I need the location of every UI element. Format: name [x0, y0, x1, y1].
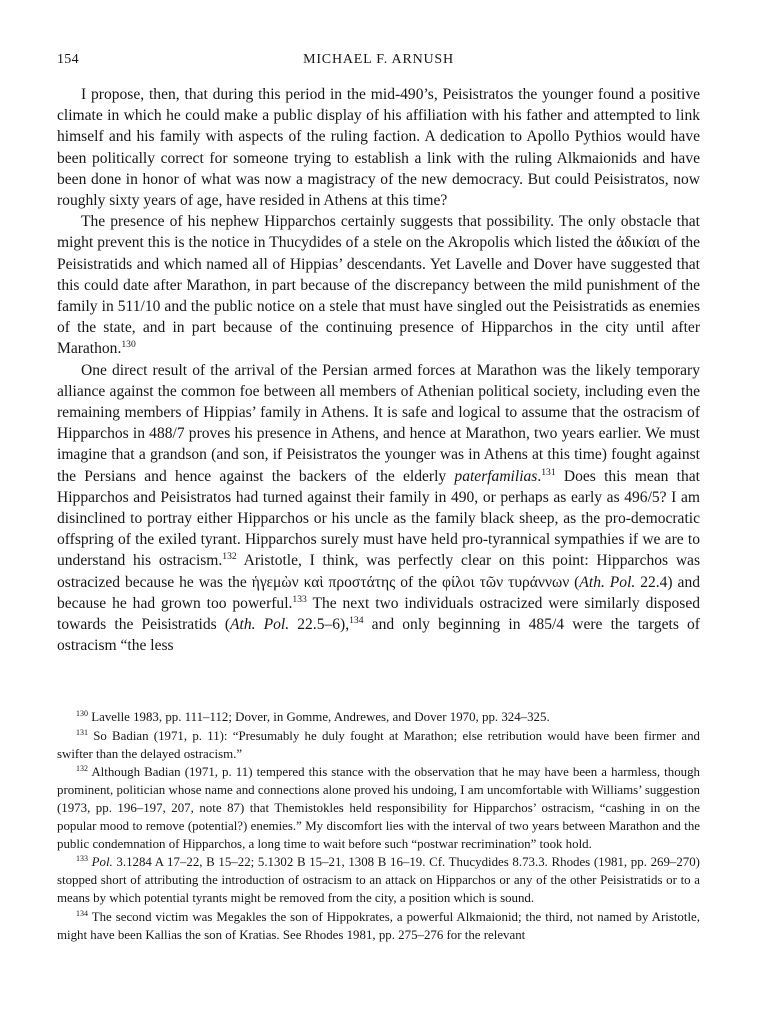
page — [57, 50, 701, 942]
footnote-ref: 131 — [541, 466, 556, 478]
footnote: $^{133}$ Pol. 3.1284 A 17–22, B 15–22; 5.1302 B 15–21, 1308 B 16–19. Cf. Thucydides 8.73.3. Rhodes (1981, pp. 269–270) stopped short of attributing the introduction of ostracism to an attack on Hipparchos or any of the other Peisistratids or to a means by which potential tyrants might be removed from the city, a position which is sound. — [57, 854, 700, 905]
footnote-ref: 134 — [349, 615, 364, 627]
page-header — [57, 50, 700, 74]
footnote-number: 130 — [76, 709, 88, 719]
body-text — [57, 84, 700, 656]
footnote-number: 133 — [76, 854, 88, 864]
paragraph: One direct result of the arrival of the Persian armed forces at Marathon was the likely temporary alliance against the common foe between all members of Athenian political society, including even the remaining members of Hippias’ family in Athens. It is safe and logical to assume that the ostracism of Hipparchos in 488/7 proves his presence in Athens, and hence at Marathon, two years earlier. We must imagine that a grandson (and son, if Peisistratos the younger was in Athens at this time) fought against the Persians and hence against the backers of the elderly paterfamilias.$^{131}$ Does this mean that Hipparchos and Peisistratos had turned against their family in 490, or perhaps as early as 496/5? I am disinclined to portray either Hipparchos or his uncle as the family black sheep, as the pro-democratic offspring of the exiled tyrant. Hipparchos surely must have held pro-tyrannical sympathies if we are to understand his ostracism.$^{132}$ Aristotle, I think, was perfectly clear on this point: Hipparchos was ostracized because he was the ἡγεμὼν καὶ προστάτης of the φίλοι τῶν τυράννων (Ath. Pol. 22.4) and because he had grown too powerful.$^{133}$ The next two individuals ostracized were similarly disposed towards the Peisistratids (Ath. Pol. 22.5–6),$^{134}$ and only beginning in 485/4 were the targets of ostracism “the less — [57, 361, 701, 655]
footnote: $^{130}$ Lavelle 1983, pp. 111–112; Dover, in Gomme, Andrewes, and Dover 1970, pp. 324–325. — [76, 709, 550, 724]
footnote-number: 132 — [76, 764, 88, 774]
footnote: $^{131}$ So Badian (1971, p. 11): “Presumably he duly fought at Marathon; else retribution would have been firmer and swifter than the delayed ostracism.” — [57, 728, 700, 761]
running-head: MICHAEL F. ARNUSH — [303, 52, 454, 67]
footnote-ref: 133 — [292, 594, 307, 606]
footnote-number: 131 — [76, 728, 88, 737]
footnote-ref: 130 — [121, 339, 136, 351]
footnotes — [57, 709, 700, 945]
page-number: 154 — [57, 52, 79, 67]
footnote-ref: 132 — [222, 551, 237, 563]
footnote-number: 134 — [76, 908, 88, 918]
footnote: $^{132}$ Although Badian (1971, p. 11) tempered this stance with the observation that he may have been a harmless, though prominent, politician whose name and connections alone proved his undoing, I am uncomfortable with Williams’ suggestion (1973, pp. 196–197, 207, note 87) that Themistokles held responsibility for Hipparchos’ ostracism, “cashing in on the popular mood to remove (potential?) enemies.” My discomfort lies with the interval of two years between Marathon and the public condemnation of Hipparchos, a long time to wait before such “postwar recrimination” took hold. — [57, 764, 700, 851]
paragraph: I propose, then, that during this period in the mid-490’s, Peisistratos the younger found a positive climate in which he could make a public display of his affiliation with his father and attempted to link himself and his family with aspects of the ruling faction. A dedication to Apollo Pythios would have been politically correct for someone trying to establish a link with the ruling Alkmaionids and have been done in honor of what was now a magistracy of the new democracy. But could Peisistratos, now roughly sixty years of age, have resided in Athens at this time? — [57, 86, 700, 210]
paragraph: The presence of his nephew Hipparchos certainly suggests that possibility. The only obstacle that might prevent this is the notice in Thucydides of a stele on the Akropolis which listed the ἀδικίαι of the Peisistratids and which named all of Hippias’ descendants. Yet Lavelle and Dover have suggested that this could date after Marathon, in part because of the discrepancy between the mild punishment of the family in 511/10 and the public notice on a stele that must have singled out the Peisistratids as enemies of the state, and in part because of the continuing presence of Hipparchos in the city until after Marathon.$^{130}$ — [57, 213, 700, 358]
footnote: $^{134}$ The second victim was Megakles the son of Hippokrates, a powerful Alkmaionid; the third, not named by Aristotle, might have been Kallias the son of Kratias. See Rhodes 1981, pp. 275–276 for the relevant — [57, 908, 700, 942]
